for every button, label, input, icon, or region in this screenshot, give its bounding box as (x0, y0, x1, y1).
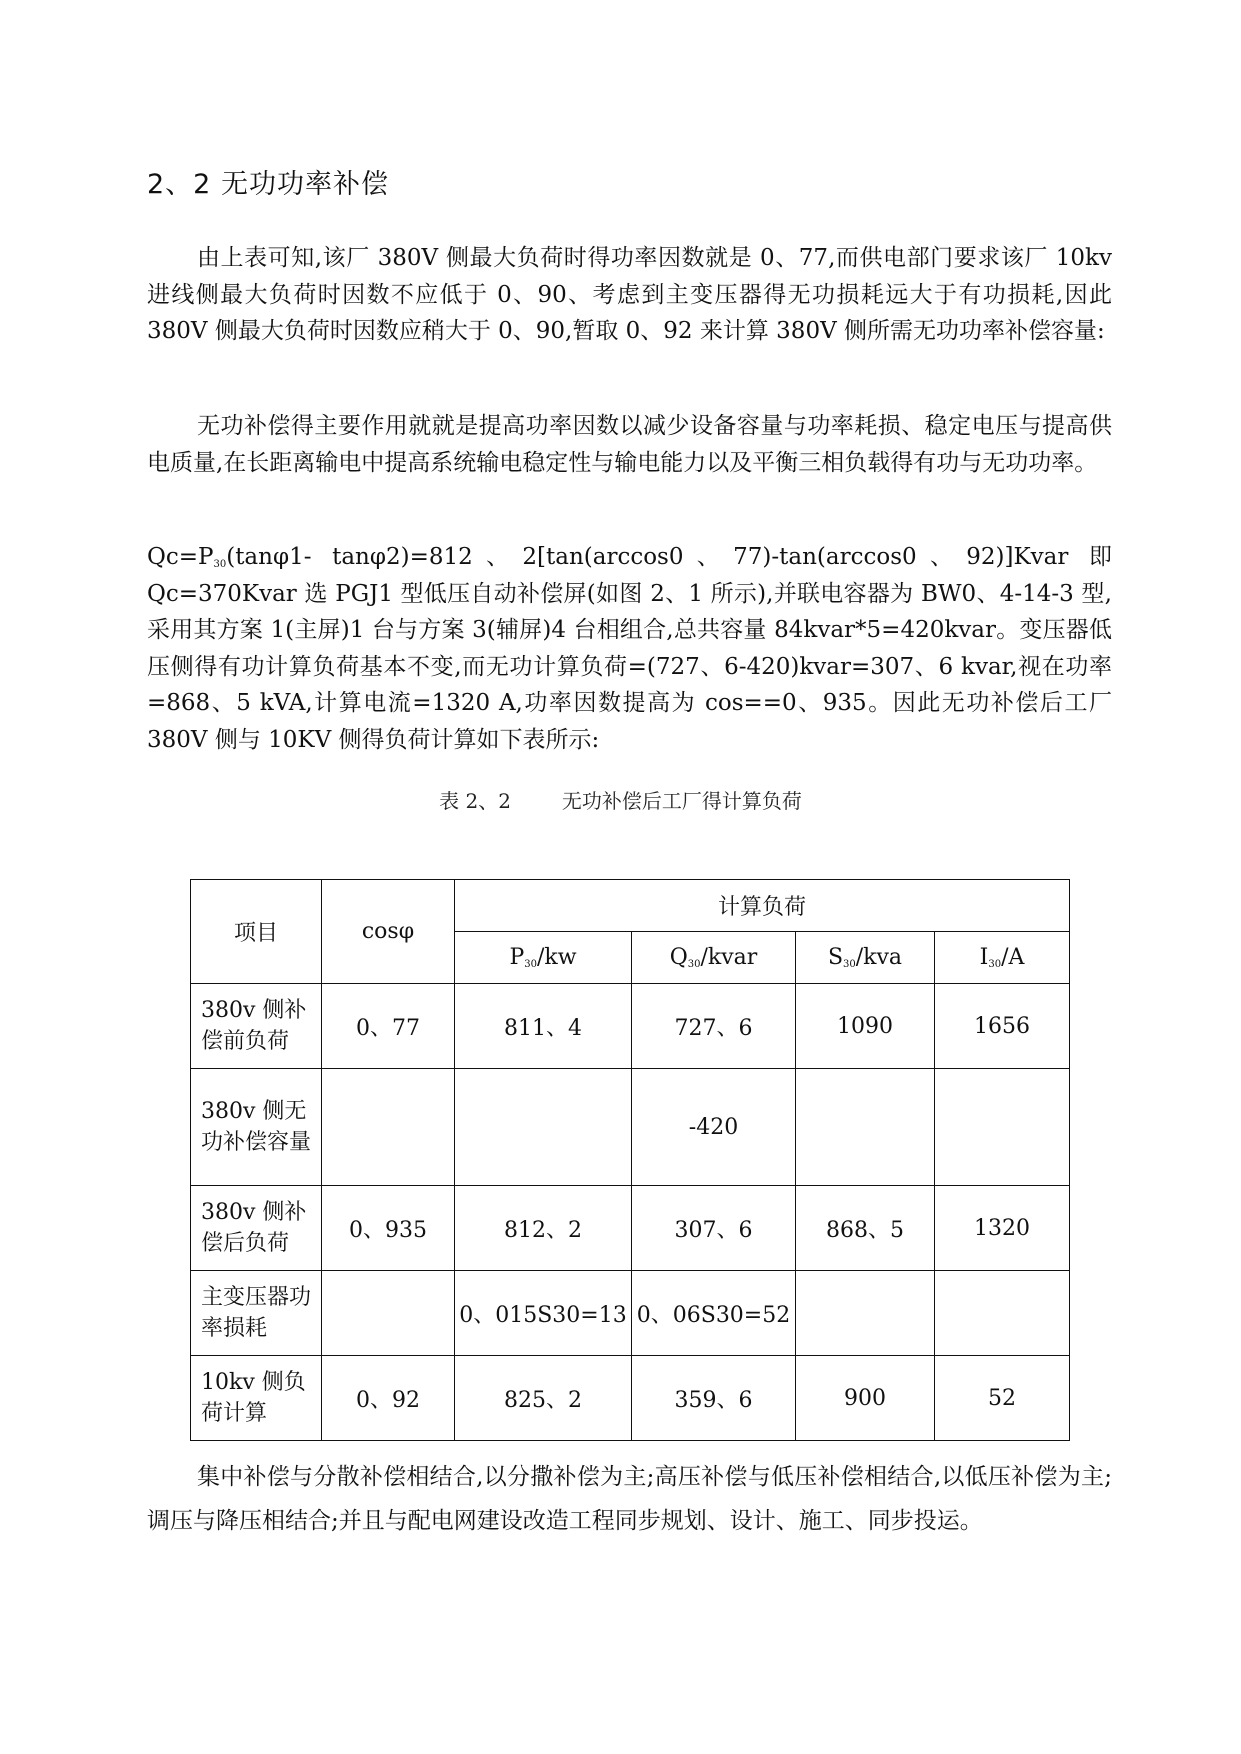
cell-i: 1320 (935, 1186, 1070, 1271)
cell-p: 825、2 (455, 1356, 632, 1441)
cell-s: 900 (796, 1356, 935, 1441)
cell-s (796, 1069, 935, 1186)
cell-s: 868、5 (796, 1186, 935, 1271)
load-calculation-table (190, 879, 1070, 1441)
table-header-row (191, 880, 1070, 932)
paragraph-compensation-principles: 集中补偿与分散补偿相结合,以分撒补偿为主;高压补偿与低压补偿相结合,以低压补偿为主;调压与降压相结合;并且与配电网建设改造工程同步规划、设计、施工、同步投运。 (147, 1464, 1112, 1534)
cell-q: 359、6 (632, 1356, 796, 1441)
cell-p (455, 1069, 632, 1186)
cell-q: 0、06S30=52 (632, 1271, 796, 1356)
cell-item: 主变压器功率损耗 (191, 1271, 322, 1356)
formula-calculation-text: (tanφ1- tanφ2)=812、2[tan(arccos0、77)-tan(arccos0、92)]Kvar 即 Qc=370Kvar 选 PGJ1 型低压自动补偿屏(如图 2、1 所示),并联电容器为 BW0、4-14-3 型,采用其方案 1(主屏)1 台与方案 3(辅屏)4 台相组合,总共容量 84kvar*5=420kvar。变压器低压侧得有功计算负荷基本不变,而无功计算负荷=(727、6-420)kvar=307、6 kvar,视在功率=868、5 kVA,计算电流=1320 A,功率因数提高为 cos==0、935。因此无功补偿后工厂 380V 侧与 10KV 侧得负荷计算如下表所示: (147, 544, 1112, 753)
cell-item: 10kv 侧负荷计算 (191, 1356, 322, 1441)
cell-item: 380v 侧补偿后负荷 (191, 1186, 322, 1271)
paragraph-compensation-purpose: 无功补偿得主要作用就就是提高功率因数以减少设备容量与功率耗损、稳定电压与提高供电质量,在长距离输电中提高系统输电稳定性与输电能力以及平衡三相负载得有功与无功功率。 (147, 413, 1112, 476)
section-heading: 2、2 无功功率补偿 (147, 169, 389, 200)
cell-item: 380v 侧补偿前负荷 (191, 984, 322, 1069)
cell-cos: 0、77 (322, 984, 455, 1069)
header-i30: $I_{30}/A$ (935, 932, 1070, 984)
cell-i (935, 1069, 1070, 1186)
header-item: 项目 (191, 880, 322, 984)
paragraph-power-factor: 由上表可知,该厂 380V 侧最大负荷时得功率因数就是 0、77,而供电部门要求该厂 10kv 进线侧最大负荷时因数不应低于 0、90、考虑到主变压器得无功损耗远大于有功损耗,因此 380V 侧最大负荷时因数应稍大于 0、90,暂取 0、92 来计算 380V 侧所需无功功率补偿容量: (147, 245, 1112, 344)
table-row (191, 1186, 1070, 1271)
cell-i: 52 (935, 1356, 1070, 1441)
table-row (191, 984, 1070, 1069)
cell-cos (322, 1271, 455, 1356)
formula-subscript: 30 (213, 559, 227, 570)
table-row (191, 1356, 1070, 1441)
header-cos: cosφ (322, 880, 455, 984)
cell-q: 727、6 (632, 984, 796, 1069)
cell-i: 1656 (935, 984, 1070, 1069)
cell-p: 812、2 (455, 1186, 632, 1271)
cell-cos: 0、935 (322, 1186, 455, 1271)
cell-q: -420 (632, 1069, 796, 1186)
table-caption: 表 2、2 无功补偿后工厂得计算负荷 (439, 789, 802, 813)
cell-cos: 0、92 (322, 1356, 455, 1441)
cell-i (935, 1271, 1070, 1356)
header-q30: $Q_{30}$/kvar (632, 932, 796, 984)
cell-item: 380v 侧无功补偿容量 (191, 1069, 322, 1186)
paragraph-calculation (147, 539, 1112, 758)
header-calculated-load: 计算负荷 (455, 880, 1070, 932)
cell-s: 1090 (796, 984, 935, 1069)
table-row (191, 1069, 1070, 1186)
cell-p: 811、4 (455, 984, 632, 1069)
table-row (191, 1271, 1070, 1356)
formula-qc-prefix: Qc=P (147, 544, 214, 570)
header-s30: $S_{30}$/kva (796, 932, 935, 984)
cell-p: 0、015S30=13 (455, 1271, 632, 1356)
header-p30: $P_{30}/kw$ (455, 932, 632, 984)
cell-s (796, 1271, 935, 1356)
cell-q: 307、6 (632, 1186, 796, 1271)
cell-cos (322, 1069, 455, 1186)
